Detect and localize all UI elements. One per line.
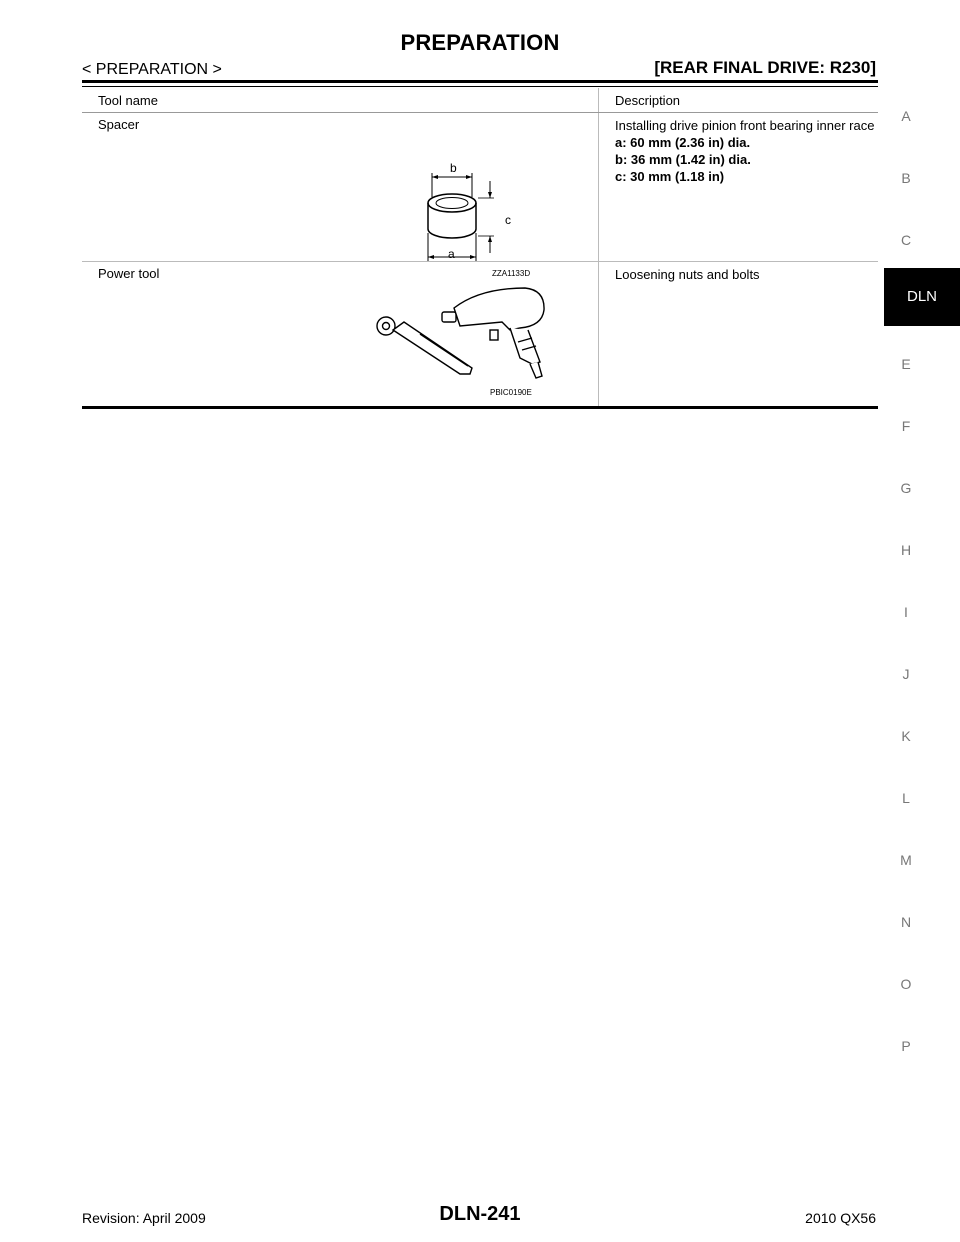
page-number: DLN-241 <box>439 1203 521 1225</box>
description-text: Loosening nuts and bolts <box>615 267 760 282</box>
model-label: 2010 QX56 <box>805 1210 876 1226</box>
index-letter[interactable]: F <box>901 418 911 434</box>
table-row <box>82 113 878 262</box>
index-letter[interactable]: K <box>901 728 911 744</box>
index-letter[interactable]: G <box>900 480 912 496</box>
description-text: Installing drive pinion front bearing inner race <box>615 118 875 133</box>
table-header-row <box>82 88 878 113</box>
power-tool-illustration <box>360 282 560 392</box>
header-rule <box>82 80 878 83</box>
page-title: PREPARATION <box>400 30 560 55</box>
index-letter[interactable]: N <box>900 914 912 930</box>
chapter-label: [REAR FINAL DRIVE: R230] <box>654 58 876 77</box>
description-cell <box>599 262 879 408</box>
tools-table <box>82 88 878 409</box>
index-letter[interactable]: H <box>900 542 912 558</box>
dimension-label-a: a <box>448 247 455 261</box>
index-letter[interactable]: J <box>902 666 910 682</box>
index-letter[interactable]: I <box>904 604 908 620</box>
figure-code: ZZA1133D <box>492 269 531 278</box>
index-letter[interactable]: L <box>902 790 910 806</box>
index-letter[interactable]: C <box>900 232 912 248</box>
dimension-label-b: b <box>450 161 457 175</box>
spec-c: c: 30 mm (1.18 in) <box>615 169 725 184</box>
description-cell <box>599 113 879 262</box>
tool-cell <box>82 262 599 408</box>
dimension-label-c: c <box>505 213 511 227</box>
active-section-tab[interactable]: DLN <box>884 268 960 326</box>
column-header-description: Description <box>599 88 879 113</box>
header-rule-thin <box>82 86 878 87</box>
index-letter[interactable]: M <box>900 852 912 868</box>
index-letter[interactable]: P <box>901 1038 911 1054</box>
table-row <box>82 262 878 408</box>
index-letter[interactable]: O <box>900 976 912 992</box>
index-letter[interactable]: B <box>901 170 911 186</box>
revision-date: Revision: April 2009 <box>82 1210 206 1226</box>
tool-name: Power tool <box>98 266 160 281</box>
column-header-tool-name: Tool name <box>82 88 599 113</box>
index-letter[interactable]: E <box>901 356 911 372</box>
section-label: < PREPARATION > <box>82 61 222 78</box>
spec-b: b: 36 mm (1.42 in) dia. <box>615 152 751 167</box>
tool-name: Spacer <box>98 117 140 132</box>
index-letter[interactable]: A <box>901 108 911 124</box>
figure-code: PBIC0190E <box>490 388 532 397</box>
spec-a: a: 60 mm (2.36 in) dia. <box>615 135 751 150</box>
